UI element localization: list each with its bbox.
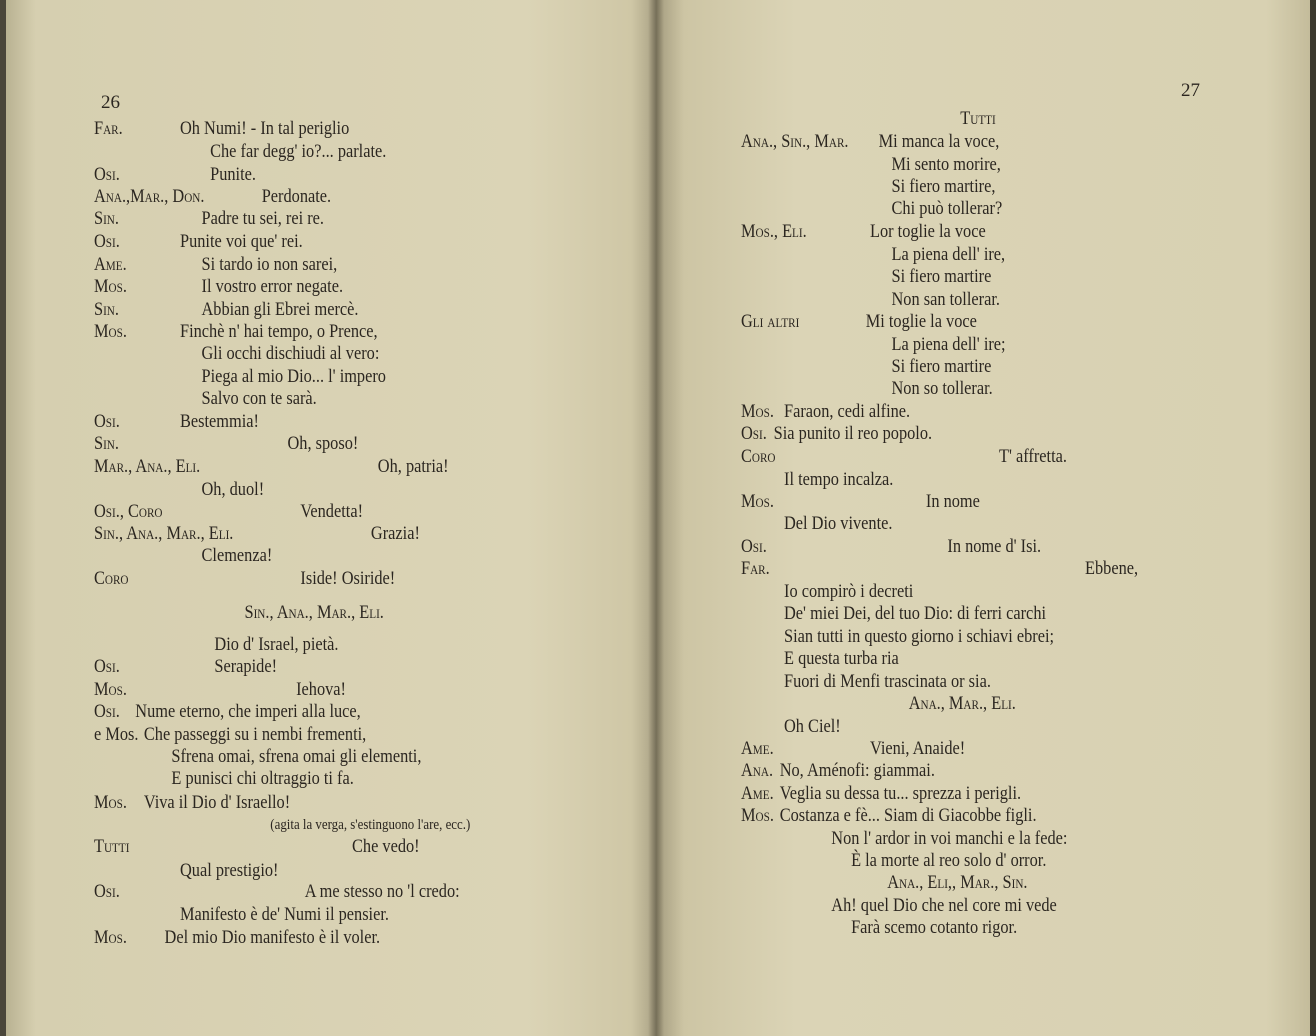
page-number: 27 (1181, 80, 1200, 101)
left-page: 26 Far. Oh Numi! - In tal periglio Che far degg' io?... parlate. Osi. Punite. Ana.,Mar., Don. Perdonate. Sin. Padre tu sei, rei re. Osi. Punite voi que' rei. Ame. Si tardo io non sarei, Mos. Il vostro error negate. Sin. Abbian gli Ebrei mercè. Mos. Finchè n' hai tempo, o Prence, Gli occhi dischiudi al vero: Piega al mio Dio... l' impero Salvo con te sarà. Osi. Bestemmia! Sin. Oh, sposo! Mar., Ana., Eli. Oh, patria! Oh, duol! Osi., Coro Vendetta! Sin., Ana., Mar., Eli. Grazia! Clemenza! Coro Iside! Osiride! Sin., Ana., Mar., Eli. Dio d' Israel, pietà. Osi. Serapide! Mos. Iehova! Osi. Nume eterno, che imperi alla luce, e Mos. Che passeggi su i nembi frementi, Sfrena omai, sfrena omai gli elementi, E punisci chi oltraggio ti fa. Mos. Viva il Dio d' Israello! (agita la verga, s'estinguono l'are, ecc.) Tutti Che vedo! Qual prestigio! Osi. A me stesso no 'l credo: Manifesto è de' Numi il pensier. Mos. Del mio Dio manifesto è il voler. (6, 0, 656, 1036)
page-number: 26 (101, 92, 120, 113)
book-edge-right (1310, 0, 1316, 1036)
book-gutter (648, 0, 664, 1036)
right-page: 27 Tutti Ana., Sin., Mar. Mi manca la voce, Mi sento morire, Si fiero martire, Chi può tollerar? Mos., Eli. Lor toglie la voce La piena dell' ire, Si fiero martire Non san tollerar. Gli altri Mi toglie la voce La piena dell' ire; Si fiero martire Non so tollerar. Mos. Faraon, cedi alfine. Osi. Sia punito il reo popolo. Coro T' affretta. Il tempo incalza. Mos. In nome Del Dio vivente. Osi. In nome d' Isi. Far. Ebbene, Io compirò i decreti De' miei Dei, del tuo Dio: di ferri carchi Sian tutti in questo giorno i schiavi ebrei; E questa turba ria Fuori di Menfi trascinata or sia. Ana., Mar., Eli. Oh Ciel! Ame. Vieni, Anaide! Ana. No, Aménofi: giammai. Ame. Veglia su dessa tu... sprezza i perigli. Mos. Costanza e fè... Siam di Giacobbe figli. Non l' ardor in voi manchi e la fede: È la morte al reo solo d' orror. Ana., Eli,, Mar., Sin. Ah! quel Dio che nel core mi vede Farà scemo cotanto rigor. (656, 0, 1310, 1036)
